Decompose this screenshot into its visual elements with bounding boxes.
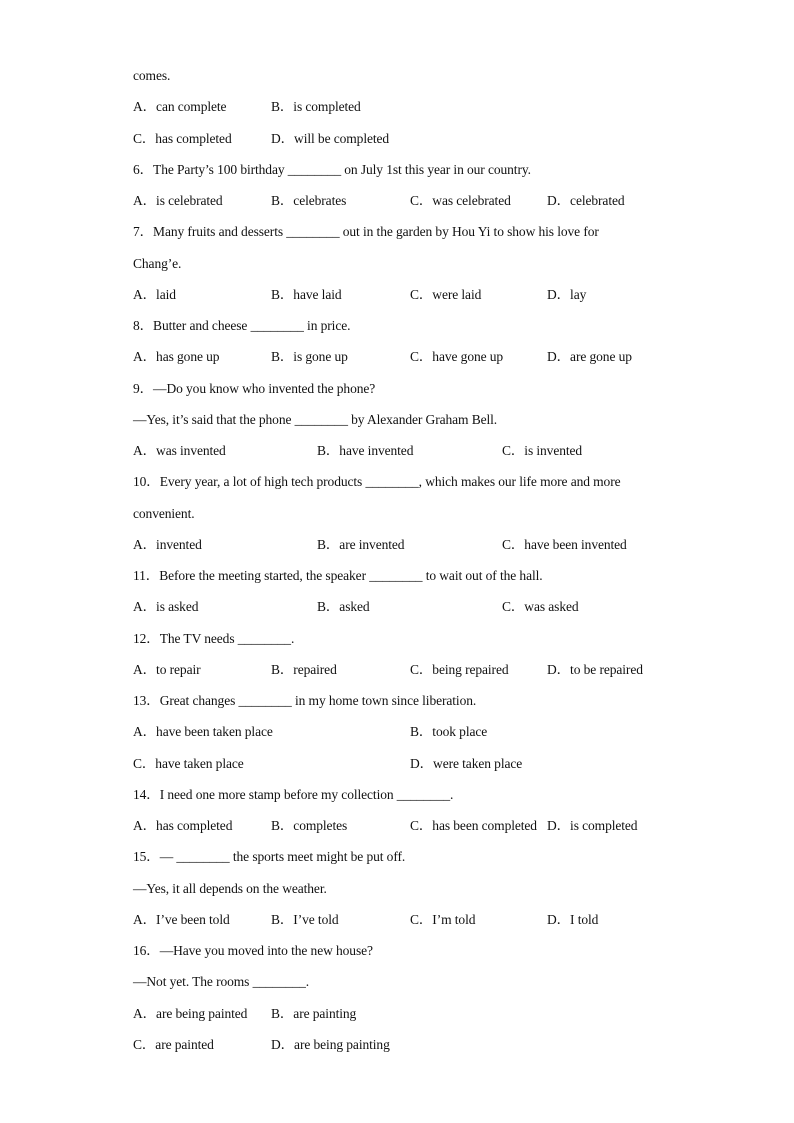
answer-option: A．to repair [133, 662, 201, 677]
answer-option: C．are painted [133, 1037, 214, 1052]
question-text: comes. [133, 68, 171, 83]
answer-option: A．has gone up [133, 349, 220, 364]
answer-option: B．took place [410, 724, 488, 739]
answer-option: C．were laid [410, 287, 482, 302]
question-text: convenient. [133, 506, 195, 521]
answer-option: C．being repaired [410, 662, 509, 677]
answer-option: C．was asked [502, 599, 579, 614]
question-text: 7．Many fruits and desserts ________ out in the garden by Hou Yi to show his love for [133, 224, 599, 239]
answer-option: D．to be repaired [547, 662, 643, 677]
question-text: 6．The Party’s 100 birthday ________ on July 1st this year in our country. [133, 162, 531, 177]
question-text: —Not yet. The rooms ________. [133, 974, 310, 989]
answer-option: A．laid [133, 287, 176, 302]
answer-option: C．has completed [133, 131, 232, 146]
answer-option: C．was celebrated [410, 193, 511, 208]
answer-option: B．have invented [317, 443, 414, 458]
answer-option: C．I’m told [410, 912, 476, 927]
question-text: 14．I need one more stamp before my collection ________. [133, 787, 454, 802]
answer-option: B．celebrates [271, 193, 347, 208]
question-text: 13．Great changes ________ in my home town since liberation. [133, 693, 477, 708]
answer-option: C．has been completed [410, 818, 537, 833]
answer-option: A．can complete [133, 99, 227, 114]
question-text: Chang’e. [133, 256, 182, 271]
question-text: 9．—Do you know who invented the phone? [133, 381, 376, 396]
answer-option: C．is invented [502, 443, 583, 458]
answer-option: A．is celebrated [133, 193, 223, 208]
answer-option: D．celebrated [547, 193, 625, 208]
answer-option: D．will be completed [271, 131, 390, 146]
answer-option: A．invented [133, 537, 202, 552]
answer-option: D．lay [547, 287, 587, 302]
question-text: 10．Every year, a lot of high tech products ________, which makes our life more and more [133, 474, 621, 489]
answer-option: B．asked [317, 599, 370, 614]
answer-option: B．repaired [271, 662, 337, 677]
question-text: 15．— ________ the sports meet might be put off. [133, 849, 406, 864]
answer-option: D．are gone up [547, 349, 632, 364]
answer-option: A．I’ve been told [133, 912, 230, 927]
answer-option: A．was invented [133, 443, 226, 458]
answer-option: A．have been taken place [133, 724, 273, 739]
answer-option: B．completes [271, 818, 348, 833]
answer-option: D．I told [547, 912, 599, 927]
answer-option: A．has completed [133, 818, 233, 833]
question-text: —Yes, it all depends on the weather. [133, 881, 327, 896]
answer-option: D．were taken place [410, 756, 523, 771]
answer-option: A．are being painted [133, 1006, 248, 1021]
answer-option: D．are being painting [271, 1037, 390, 1052]
answer-option: A．is asked [133, 599, 199, 614]
answer-option: C．have been invented [502, 537, 627, 552]
question-text: 11．Before the meeting started, the speaker ________ to wait out of the hall. [133, 568, 543, 583]
question-text: 8．Butter and cheese ________ in price. [133, 318, 351, 333]
answer-option: B．I’ve told [271, 912, 339, 927]
answer-option: B．are painting [271, 1006, 357, 1021]
answer-option: B．have laid [271, 287, 342, 302]
answer-option: B．is completed [271, 99, 361, 114]
answer-option: B．are invented [317, 537, 405, 552]
answer-option: D．is completed [547, 818, 638, 833]
answer-option: C．have gone up [410, 349, 504, 364]
question-text: 16．—Have you moved into the new house? [133, 943, 373, 958]
question-text: —Yes, it’s said that the phone ________ by Alexander Graham Bell. [133, 412, 498, 427]
answer-option: C．have taken place [133, 756, 244, 771]
answer-option: B．is gone up [271, 349, 348, 364]
question-text: 12．The TV needs ________. [133, 631, 295, 646]
